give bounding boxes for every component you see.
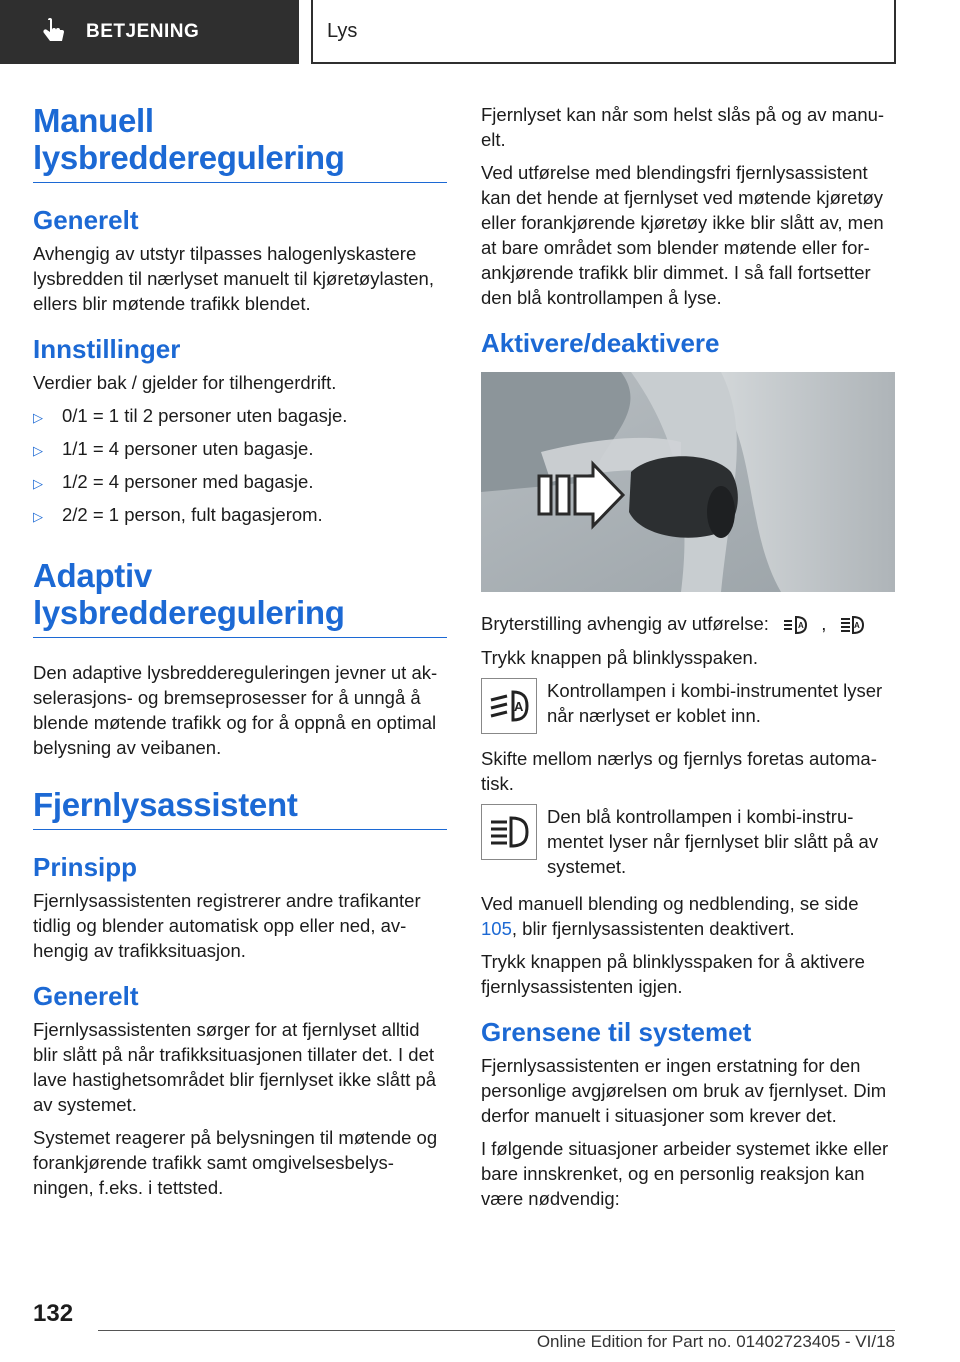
paragraph-trykk-knappen: Trykk knappen på blinklysspaken. [481, 647, 758, 669]
right-column [481, 102, 895, 1219]
subheading-grensene: Grensene til systemet [481, 1017, 752, 1048]
bullet-triangle-icon: ▷ [33, 509, 43, 524]
subheading-innstillinger: Innstillinger [33, 334, 181, 364]
auto-headlight-icon [780, 613, 810, 637]
list-item: ▷ 1/2 = 4 personer med bagasje. [33, 469, 447, 496]
section-label: BETJENING [86, 21, 200, 42]
high-beam-indicator-icon [481, 804, 537, 860]
paragraph-bryterstilling: Bryterstilling avhengig av utførelse: A , A [481, 611, 895, 637]
list-item: ▷ 1/1 = 4 personer uten bagasje. [33, 436, 447, 463]
hand-pointer-icon [40, 17, 70, 47]
turn-signal-lever-photo [481, 372, 895, 592]
paragraph-manuelt: Fjernlyset kan når som helst slås på og av manuelt. [481, 104, 885, 150]
subheading-generelt-2: Generelt [33, 981, 139, 1011]
settings-list [33, 403, 447, 529]
paragraph-generelt-2a: Fjernlysassistenten sørger for at fjernlyset alltid blir slått på når trafikksituasjonen tillater det. I det lave hastighetsområdet blir fjernlyset ikke slått på av systemet. [33, 1019, 437, 1115]
subheading-generelt: Generelt [33, 205, 139, 235]
header-section-tab [0, 0, 299, 64]
subheading-prinsipp: Prinsipp [33, 852, 138, 882]
list-item: ▷ 2/2 = 1 person, fult bagasjerom. [33, 502, 447, 529]
note-fjernlys-indicator: Den blå kontrollampen i kombi-instrumentet lyser når fjernlyset blir slått på av systemet. [481, 804, 895, 879]
list-item: ▷ 0/1 = 1 til 2 personer uten bagasje. [33, 403, 447, 430]
paragraph-adaptiv: Den adaptive lysbreddereguleringen jevner ut akselerasjons- og bremseprosesser for å unngå å blende møtende trafikk og for å oppnå en optimal belysning av veibanen. [33, 662, 438, 758]
high-beam-assistant-icon [837, 613, 867, 637]
low-beam-auto-indicator-icon [481, 678, 537, 734]
paragraph-grensene-1: Fjernlysassistenten er ingen erstatning for den personlige avgjørelsen om bruk av fjernlyset. Dim derfor manuelt i situasjoner som krever det. [481, 1055, 887, 1127]
paragraph-trykk-aktivere: Trykk knappen på blinklysspaken for å aktivere fjernlysassistenten igjen. [481, 951, 865, 998]
heading-adaptiv-lysbredderegulering: Adaptiv lysbredderegulering [33, 557, 447, 638]
paragraph-generelt: Avhengig av utstyr tilpasses halogenlyskastere lysbredden til nærlyset manuelt til kjøretøylasten, ellers blir møtende trafikk blendet. [33, 243, 434, 314]
bullet-triangle-icon: ▷ [33, 476, 43, 491]
chapter-label: Lys [327, 19, 358, 42]
bullet-triangle-icon: ▷ [33, 443, 43, 458]
heading-manuell-lysbredderegulering: Manuell lysbredderegulering [33, 102, 447, 183]
svg-text:A: A [854, 621, 861, 631]
paragraph-generelt-2b: Systemet reagerer på belysningen til møtende og forankjørende trafikk samt omgivelsesbelysningen, f.eks. i tettsted. [33, 1127, 438, 1198]
paragraph-prinsipp: Fjernlysassistenten registrerer andre trafikanter tidlig og blender automatisk opp eller ned, avhengig av trafikksituasjon. [33, 890, 421, 961]
footer-divider [98, 1330, 895, 1331]
left-column [33, 102, 447, 1208]
bullet-triangle-icon: ▷ [33, 410, 43, 425]
header-chapter-box [311, 0, 896, 64]
svg-text:A: A [798, 621, 804, 631]
paragraph-innstillinger: Verdier bak / gjelder for tilhengerdrift. [33, 372, 337, 393]
page-number: 132 [33, 1300, 74, 1327]
heading-fjernlysassistent: Fjernlysassistent [33, 786, 447, 830]
page-link-105[interactable]: 105 [481, 918, 512, 940]
paragraph-grensene-2: I følgende situasjoner arbeider systemet ikke eller bare innskrenket, og en personlig reaksjon kan være nødvendig: [481, 1138, 889, 1210]
paragraph-blendingsfri: Ved utførelse med blendingsfri fjernlysassistent kan det hende at fjernlyset ved møtende kjøretøy eller forankjørende kjøretøy ikke blir slått av, men at bare området som blender møtende eller forankjørende trafikk blir dimmet. I så fall fortsetter den blå kontrollampen å lyse. [481, 162, 884, 308]
footer-edition: Online Edition for Part no. 01402723405 - VI/18 [536, 1332, 895, 1351]
note-nearlys-indicator: A Kontrollampen i kombi-instrumentet lyser når nærlyset er koblet inn. [481, 678, 895, 734]
subheading-aktivere-deaktivere: Aktivere/deaktivere [481, 328, 720, 358]
paragraph-skifte: Skifte mellom nærlys og fjernlys foretas automatisk. [481, 748, 877, 795]
svg-text:A: A [514, 699, 524, 715]
paragraph-manuell-blending: Ved manuell blending og nedblending, se side 105, blir fjernlysassistenten deaktivert. [481, 893, 859, 940]
